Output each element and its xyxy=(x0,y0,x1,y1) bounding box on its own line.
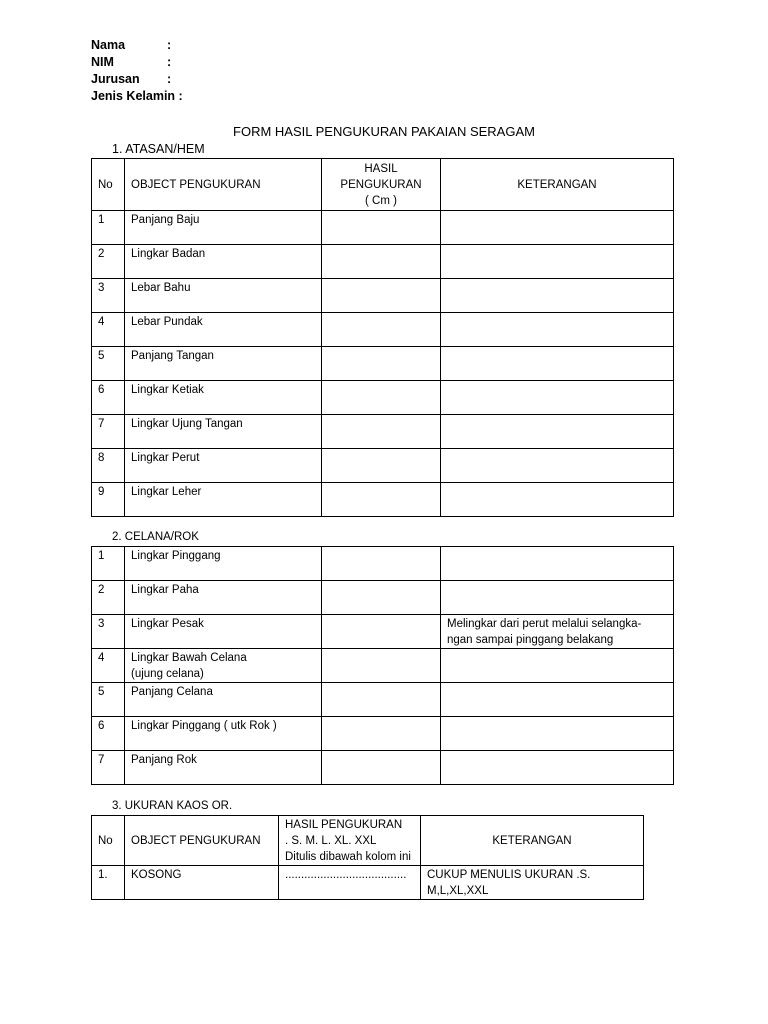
jenis-kelamin-label: Jenis Kelamin : xyxy=(91,89,183,103)
row-hasil-cell[interactable] xyxy=(322,313,441,347)
table-row xyxy=(92,313,674,347)
row-hasil-cell[interactable] xyxy=(322,751,441,785)
row-object-line1: Panjang Rok xyxy=(131,754,197,766)
row-object xyxy=(125,717,322,751)
row-hasil-cell[interactable] xyxy=(322,547,441,581)
header-hasil-line2: PENGUKURAN xyxy=(340,178,422,191)
row-object: Lingkar Perut xyxy=(125,449,322,483)
row-no: 2 xyxy=(92,581,125,615)
row-no: 4 xyxy=(92,313,125,347)
form-title: FORM HASIL PENGUKURAN PAKAIAN SERAGAM xyxy=(233,124,535,139)
row-keterangan-cell[interactable] xyxy=(441,245,674,279)
row-no: 9 xyxy=(92,483,125,517)
row-object: Lebar Pundak xyxy=(125,313,322,347)
table-row xyxy=(92,381,674,415)
row-hasil-cell[interactable] xyxy=(322,581,441,615)
row-hasil-cell[interactable] xyxy=(322,717,441,751)
row-hasil-cell[interactable] xyxy=(322,483,441,517)
celana-table xyxy=(91,546,674,785)
header-hasil-line1: HASIL xyxy=(364,162,398,175)
table-row xyxy=(92,245,674,279)
row-object-line1: Lingkar Pesak xyxy=(131,618,204,630)
section2-title: 2. CELANA/ROK xyxy=(112,531,199,543)
row-hasil-cell[interactable] xyxy=(322,347,441,381)
row-object xyxy=(125,547,322,581)
row-keterangan-cell[interactable] xyxy=(441,649,674,683)
table-row xyxy=(92,415,674,449)
nama-label: Nama xyxy=(91,38,126,52)
row-hasil-cell[interactable] xyxy=(322,279,441,313)
row-keterangan-cell[interactable] xyxy=(441,751,674,785)
row-object-line1: Lingkar Pinggang xyxy=(131,550,221,562)
row-keterangan-cell[interactable] xyxy=(441,313,674,347)
header-keterangan: KETERANGAN xyxy=(441,159,674,211)
row-object-line1: Lingkar Paha xyxy=(131,584,199,596)
table-row xyxy=(92,449,674,483)
row-no: 1 xyxy=(92,211,125,245)
table-row xyxy=(92,211,674,245)
header-object: OBJECT PENGUKURAN xyxy=(125,816,279,866)
row-no: 8 xyxy=(92,449,125,483)
row-object-line1: Lingkar Pinggang ( utk Rok ) xyxy=(131,720,277,732)
row-keterangan-cell[interactable] xyxy=(441,483,674,517)
table-row xyxy=(92,483,674,517)
row-object: Lingkar Ujung Tangan xyxy=(125,415,322,449)
row-no: 6 xyxy=(92,717,125,751)
header-hasil xyxy=(322,159,441,211)
table-row xyxy=(92,649,674,683)
row-object xyxy=(125,751,322,785)
row-object: Lingkar Leher xyxy=(125,483,322,517)
table-row xyxy=(92,866,644,900)
row-object xyxy=(125,649,322,683)
table-row xyxy=(92,717,674,751)
row-keterangan-cell[interactable] xyxy=(441,449,674,483)
nim-line xyxy=(91,54,183,71)
table-row xyxy=(92,751,674,785)
row-keterangan-cell[interactable] xyxy=(441,211,674,245)
header-hasil-line3: Ditulis dibawah kolom ini xyxy=(285,850,411,863)
row-no: 4 xyxy=(92,649,125,683)
row-object: KOSONG xyxy=(125,866,279,900)
row-object: Panjang Tangan xyxy=(125,347,322,381)
row-keterangan-cell[interactable] xyxy=(441,547,674,581)
nim-label: NIM xyxy=(91,55,114,69)
row-hasil-cell[interactable] xyxy=(322,245,441,279)
header-hasil-line1: HASIL PENGUKURAN xyxy=(285,818,403,831)
row-hasil-cell[interactable] xyxy=(322,649,441,683)
jurusan-label: Jurusan xyxy=(91,72,140,86)
row-object: Lingkar Badan xyxy=(125,245,322,279)
row-hasil-cell[interactable] xyxy=(322,381,441,415)
row-no: 1. xyxy=(92,866,125,900)
header-keterangan: KETERANGAN xyxy=(421,816,644,866)
row-object xyxy=(125,581,322,615)
jurusan-colon: : xyxy=(167,72,172,86)
row-no: 3 xyxy=(92,615,125,649)
row-keterangan-cell[interactable] xyxy=(441,347,674,381)
row-no: 5 xyxy=(92,347,125,381)
row-hasil-cell[interactable] xyxy=(322,415,441,449)
row-no: 6 xyxy=(92,381,125,415)
table-row xyxy=(92,547,674,581)
row-object-line2: (ujung celana) xyxy=(131,668,204,680)
table-header-row xyxy=(92,159,674,211)
row-hasil-cell[interactable] xyxy=(322,615,441,649)
row-keterangan-line1: Melingkar dari perut melalui selangka- xyxy=(447,618,642,630)
header-hasil-line2: . S. M. L. XL. XXL xyxy=(285,834,377,847)
row-keterangan-cell[interactable] xyxy=(441,683,674,717)
row-object: Panjang Baju xyxy=(125,211,322,245)
nama-colon: : xyxy=(167,38,172,52)
row-hasil-cell[interactable] xyxy=(322,449,441,483)
table-row xyxy=(92,581,674,615)
header-hasil xyxy=(279,816,421,866)
row-no: 5 xyxy=(92,683,125,717)
row-object: Lingkar Ketiak xyxy=(125,381,322,415)
row-keterangan-cell[interactable] xyxy=(441,415,674,449)
header-no: No xyxy=(92,816,125,866)
row-no: 7 xyxy=(92,751,125,785)
row-keterangan-cell[interactable] xyxy=(441,581,674,615)
kaos-table xyxy=(91,815,644,900)
section1-title: 1. ATASAN/HEM xyxy=(112,142,205,156)
student-info xyxy=(91,37,183,105)
row-keterangan-cell[interactable] xyxy=(441,717,674,751)
section3-title: 3. UKURAN KAOS OR. xyxy=(112,800,233,812)
row-keterangan-cell[interactable] xyxy=(441,615,674,649)
row-hasil-cell[interactable] xyxy=(322,211,441,245)
table-row xyxy=(92,615,674,649)
row-object-line1: Lingkar Bawah Celana xyxy=(131,652,247,664)
table-row xyxy=(92,347,674,381)
row-no: 1 xyxy=(92,547,125,581)
nim-colon: : xyxy=(167,55,172,69)
row-object-line1: Panjang Celana xyxy=(131,686,213,698)
row-hasil-cell[interactable]: ...................................... xyxy=(279,866,421,900)
row-keterangan-cell[interactable] xyxy=(441,279,674,313)
header-no: No xyxy=(92,159,125,211)
row-object: Lebar Bahu xyxy=(125,279,322,313)
row-no: 7 xyxy=(92,415,125,449)
table-row xyxy=(92,683,674,717)
row-no: 2 xyxy=(92,245,125,279)
atasan-table xyxy=(91,158,674,517)
row-object xyxy=(125,615,322,649)
row-keterangan-cell: CUKUP MENULIS UKURAN .S. M,L,XL,XXL xyxy=(421,866,644,900)
row-keterangan-line2: ngan sampai pinggang belakang xyxy=(447,634,614,646)
table-header-row xyxy=(92,816,644,866)
row-object xyxy=(125,683,322,717)
nama-line xyxy=(91,37,183,54)
row-hasil-cell[interactable] xyxy=(322,683,441,717)
header-hasil-line3: ( Cm ) xyxy=(365,194,397,207)
jenis-kelamin-line xyxy=(91,88,183,105)
table-row xyxy=(92,279,674,313)
jurusan-line xyxy=(91,71,183,88)
header-object: OBJECT PENGUKURAN xyxy=(125,159,322,211)
row-no: 3 xyxy=(92,279,125,313)
row-keterangan-cell[interactable] xyxy=(441,381,674,415)
